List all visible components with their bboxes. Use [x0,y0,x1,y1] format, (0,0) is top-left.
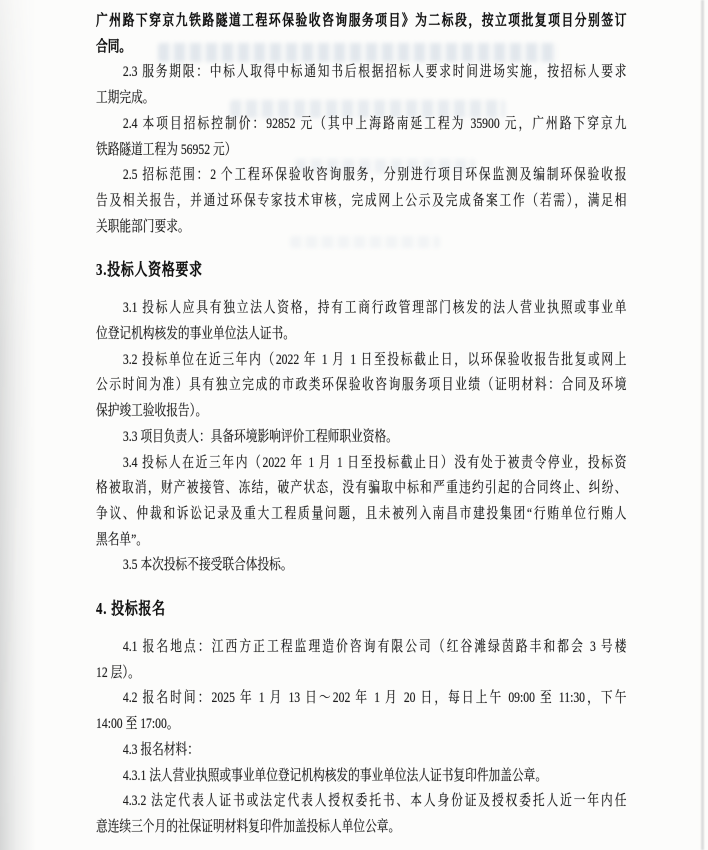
scan-left-edge-shadow [0,0,36,850]
doc-line-clause-3-2: 保护竣工验收报告）。 [96,403,208,420]
doc-line-clause-3-4: 3.4 投标人在近三年内（2022 年 1 月 1 日至投标截止日）没有处于被责令停业，投标资 [122,454,627,471]
doc-line-clause-2-5: 2.5 招标范围：2 个工程环保验收咨询服务，分别进行项目环保监测及编制环保验收报 [122,167,627,184]
doc-line-clause-3-1: 3.1 投标人应具有独立法人资格，持有工商行政管理部门核发的法人营业执照或事业单 [122,300,627,317]
section-4-heading: 4. 投标报名 [96,599,166,619]
section-3-heading: 3.投标人资格要求 [96,260,203,280]
doc-line-clause-3-2: 公示时间为准）具有独立完成的市政类环保验收咨询服务项目业绩（证明材料：合同及环境 [96,377,627,394]
doc-line-clause-3-1: 位登记机构核发的事业单位法人证书。 [96,326,295,343]
doc-line-clause-2-4: 2.4 本项目招标控制价：92852 元（其中上海路南延工程为 35900 元，广州路下穿京九 [122,115,627,132]
doc-line-clause-4-1: 12 层）。 [96,664,140,681]
doc-line-clause-2-3: 2.3 服务期限：中标人取得中标通知书后根据招标人要求时间进场实施，按招标人要求 [122,64,627,81]
doc-line-section2-2-cont: 合同。 [96,38,132,55]
doc-line-clause-4-3-1: 4.3.1 法人营业执照或事业单位登记机构核发的事业单位法人证书复印件加盖公章。 [122,767,548,784]
doc-line-clause-2-5: 关职能部门要求。 [96,218,190,235]
doc-line-clause-3-5: 3.5 本次投标不接受联合体投标。 [122,557,293,574]
doc-line-clause-3-4: 格被取消，财产被接管、冻结，破产状态，没有骗取中标和严重违约引起的合同终止、纠纷、 [96,480,627,497]
doc-line-clause-2-4: 铁路隧道工程为 56952 元） [96,141,237,158]
doc-line-clause-3-4: 争议、仲裁和诉讼记录及重大工程质量问题，且未被列入南昌市建投集团“行贿单位行贿人 [96,505,627,522]
doc-line-clause-4-2: 4.2 报名时间：2025 年 1 月 13 日～202 年 1 月 20 日，每日上午 09:00 至 11:30，下午 [122,690,627,707]
doc-line-clause-2-3: 工期完成。 [96,90,155,107]
document-text-block [96,9,626,841]
doc-line-clause-4-3-2: 4.3.2 法定代表人证书或法定代表人授权委托书、本人身份证及授权委托人近一年内任 [122,793,627,810]
doc-line-clause-2-5: 告及相关报告，并通过环保专家技术审核，完成网上公示及完成备案工作（若需），满足相 [96,192,627,209]
doc-line-clause-4-1: 4.1 报名地点：江西方正工程监理造价咨询有限公司（红谷滩绿茵路丰和都会 3 号楼 [122,639,627,656]
doc-line-clause-3-2: 3.2 投标单位在近三年内（2022 年 1 月 1 日至投标截止日，以环保验收报告批复或网上 [122,351,627,368]
doc-line-clause-3-3: 3.3 项目负责人：具备环境影响评价工程师职业资格。 [122,428,398,445]
doc-line-section2-2-cont: 广州路下穿京九铁路隧道工程环保验收咨询服务项目》为二标段，按立项批复项目分别签订 [96,13,627,29]
doc-line-clause-3-4: 黑名单”。 [96,531,149,548]
doc-line-clause-4-3-2: 意连续三个月的社保证明材料复印件加盖投标人单位公章。 [96,818,401,835]
scan-right-edge-shadow [701,0,704,850]
doc-line-clause-4-3: 4.3 报名材料： [122,741,199,758]
doc-line-clause-4-2: 14:00 至 17:00。 [96,716,179,733]
